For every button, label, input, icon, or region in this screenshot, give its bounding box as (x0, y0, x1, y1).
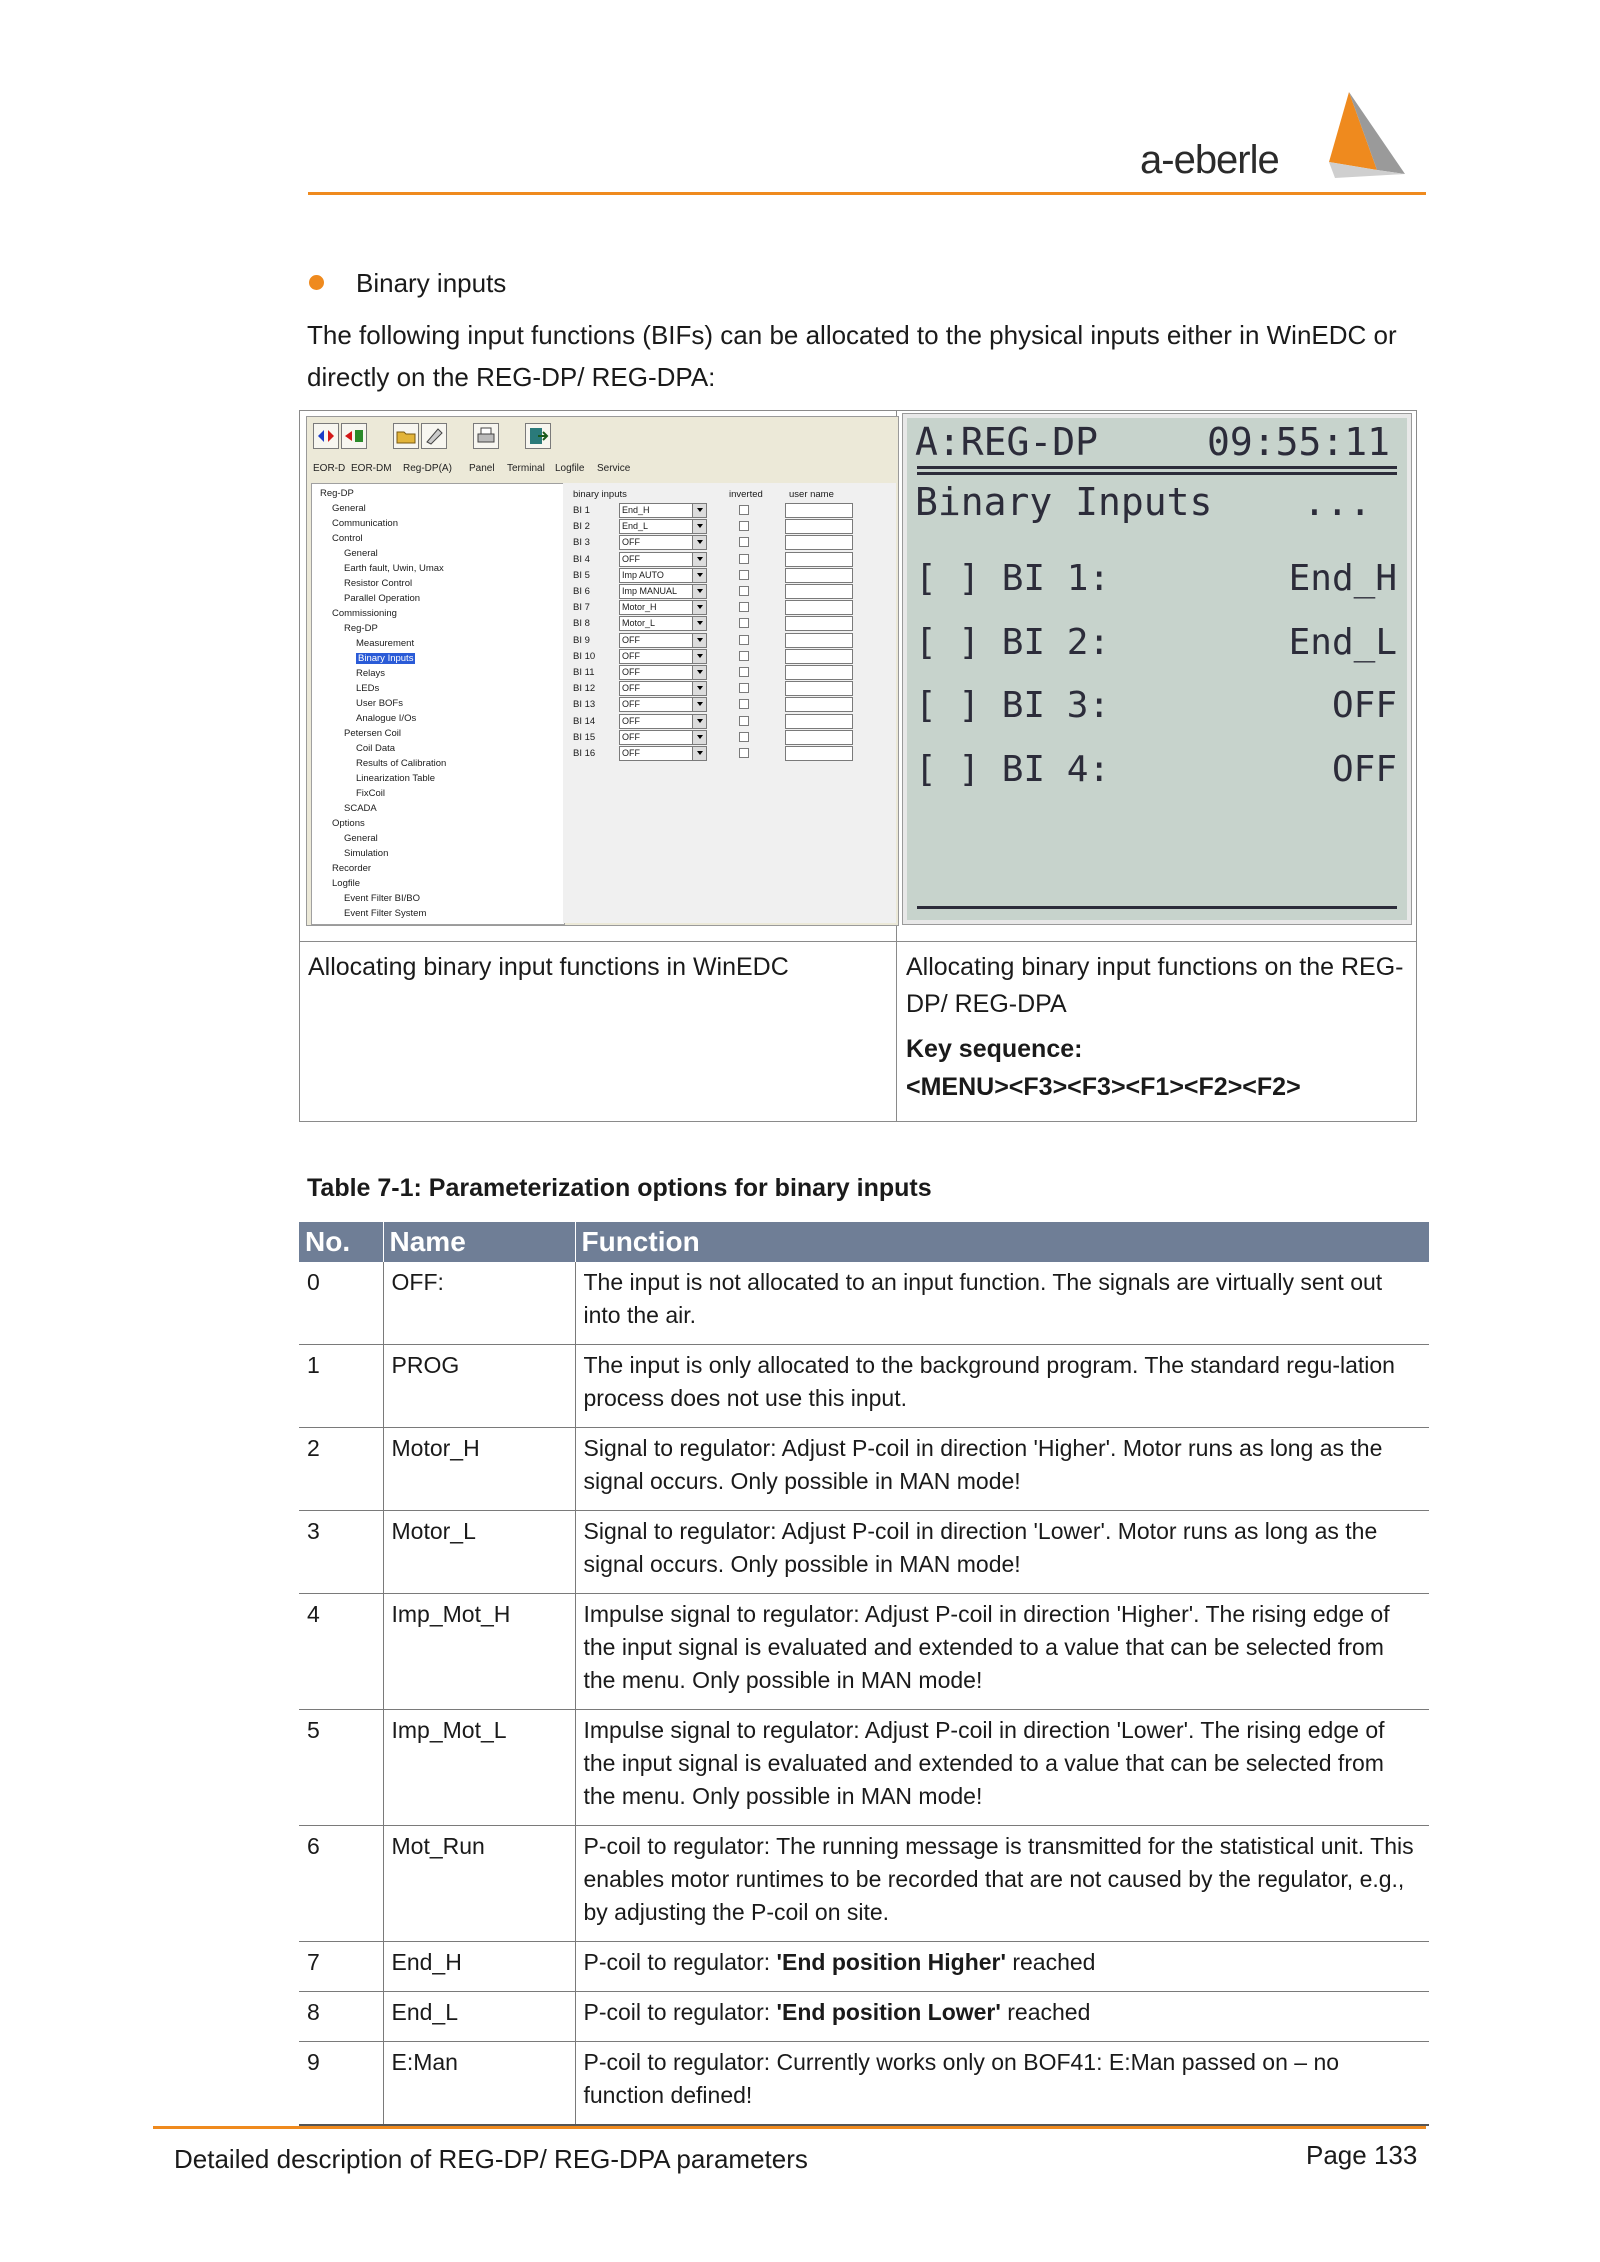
header-inverted: inverted (729, 489, 763, 500)
inverted-checkbox[interactable] (739, 667, 749, 677)
row-number: 3 (299, 1511, 383, 1594)
binary-input-label: BI 13 (573, 699, 596, 711)
binary-input-function-select[interactable] (619, 503, 707, 518)
dropdown-arrow-icon[interactable] (697, 524, 703, 528)
row-function: The input is not allocated to an input function. The signals are virtually sent out into the air. (575, 1262, 1429, 1345)
intro-paragraph: The following input functions (BIFs) can be allocated to the physical inputs either in WinEDC or directly on the REG-DP/ REG-DPA: (307, 320, 1397, 392)
binary-input-function-select[interactable] (619, 746, 707, 761)
binary-input-function-select[interactable] (619, 600, 707, 615)
row-name: PROG (383, 1345, 575, 1428)
table-caption: Table 7-1: Parameterization options for binary inputs (307, 1174, 932, 1202)
user-name-input[interactable] (785, 584, 853, 599)
row-number: 7 (299, 1942, 383, 1992)
user-name-input[interactable] (785, 568, 853, 583)
inverted-checkbox[interactable] (739, 505, 749, 515)
binary-input-label: BI 7 (573, 602, 590, 614)
row-name: OFF: (383, 1262, 575, 1345)
binary-input-label: BI 12 (573, 683, 596, 695)
table-row (299, 1594, 1429, 1710)
page-number: Page 133 (1306, 2140, 1418, 2170)
table-row (299, 1511, 1429, 1594)
dropdown-arrow-icon[interactable] (697, 735, 703, 739)
binary-input-label: BI 6 (573, 586, 590, 597)
lcd-row-value: End_H (1288, 558, 1397, 599)
toolbar-open-folder-icon[interactable] (393, 423, 419, 449)
tab-eor-d[interactable]: EOR-D (313, 463, 346, 474)
row-function: Signal to regulator: Adjust P-coil in direction 'Higher'. Motor runs as long as the signal occurs. Only possible in MAN mode! (575, 1428, 1429, 1511)
tree-node[interactable]: Event Filter BI/BO (344, 893, 421, 904)
table-row (299, 1826, 1429, 1942)
user-name-input[interactable] (785, 665, 853, 680)
tab-logfile[interactable]: Logfile (555, 463, 585, 474)
user-name-input[interactable] (785, 730, 853, 745)
binary-input-label: BI 11 (573, 667, 595, 678)
tree-node[interactable]: Relays (356, 668, 386, 679)
company-logo-icon (1305, 92, 1405, 184)
user-name-input[interactable] (785, 519, 853, 534)
tree-node[interactable]: Options (332, 818, 365, 829)
lcd-more: ... (1303, 480, 1372, 524)
tree-node[interactable]: Measurement (356, 638, 415, 649)
tab-terminal[interactable]: Terminal (507, 463, 545, 474)
user-name-input[interactable] (785, 746, 853, 761)
lcd-row-label: [ ] BI 3: (915, 685, 1111, 726)
binary-input-function-value: OFF (622, 731, 640, 742)
tree-node[interactable]: Binary Inputs (358, 653, 414, 664)
binary-input-label: BI 4 (573, 553, 590, 565)
dropdown-arrow-icon[interactable] (697, 557, 703, 561)
inverted-checkbox[interactable] (739, 570, 749, 580)
binary-input-label: BI 9 (573, 634, 590, 646)
toolbar-print-icon[interactable] (473, 423, 499, 449)
header-user-name: user name (789, 489, 834, 500)
user-name-input[interactable] (785, 697, 853, 712)
function-text: P-coil to regulator: (583, 1949, 777, 1975)
lcd-row-label: [ ] BI 1: (915, 558, 1111, 599)
function-text: reached (1000, 1999, 1091, 2025)
inverted-checkbox[interactable] (739, 683, 749, 693)
binary-input-function-value: OFF (622, 699, 640, 710)
dropdown-arrow-icon[interactable] (697, 508, 703, 512)
tree-node[interactable]: Reg-DP (344, 623, 378, 634)
lcd-title: A:REG-DP (915, 420, 1099, 464)
dropdown-arrow-icon[interactable] (697, 686, 703, 690)
inverted-checkbox[interactable] (739, 635, 749, 645)
function-text: P-coil to regulator: (583, 1999, 777, 2025)
binary-input-function-value: OFF (622, 650, 640, 661)
function-emphasis: 'End position Higher' (776, 1949, 1006, 1975)
tree-node[interactable]: General (344, 548, 378, 559)
user-name-input[interactable] (785, 616, 853, 631)
lcd-time: 09:55:11 (1207, 420, 1391, 464)
parameter-tree (311, 483, 565, 925)
key-sequence-label: Key sequence: (906, 1035, 1083, 1063)
lcd-row-label: [ ] BI 2: (915, 621, 1111, 663)
tab-panel[interactable]: Panel (469, 463, 495, 474)
dropdown-arrow-icon[interactable] (697, 605, 703, 609)
row-number: 5 (299, 1710, 383, 1826)
row-number: 0 (299, 1262, 383, 1345)
row-function: Impulse signal to regulator: Adjust P-coil in direction 'Higher'. The rising edge of the input signal is evaluated and extended to a value that can be selected from the menu. Only possible in MAN mode! (575, 1594, 1429, 1710)
table-row (299, 1992, 1429, 2042)
inverted-checkbox[interactable] (739, 732, 749, 742)
row-function (575, 1942, 1429, 1992)
inverted-checkbox[interactable] (739, 602, 749, 612)
binary-input-function-select[interactable] (619, 714, 707, 729)
lcd-row-value: OFF (1331, 685, 1397, 726)
binary-input-function-select[interactable] (619, 584, 707, 599)
binary-input-label: BI 16 (573, 748, 596, 759)
binary-input-function-value: Motor_L (622, 618, 656, 629)
inverted-checkbox[interactable] (739, 748, 749, 758)
toolbar-arrows-icon[interactable] (313, 423, 339, 449)
row-function: P-coil to regulator: Currently works only on BOF41: E:Man passed on – no function defined! (575, 2042, 1429, 2126)
inverted-checkbox[interactable] (739, 716, 749, 726)
tree-node[interactable]: Earth fault, Uwin, Umax (344, 563, 444, 574)
function-emphasis: 'End position Lower' (776, 1999, 1001, 2025)
row-number: 4 (299, 1594, 383, 1710)
device-lcd-display (903, 414, 1411, 924)
winedc-screenshot (306, 416, 899, 926)
user-name-input[interactable] (785, 600, 853, 615)
inverted-checkbox[interactable] (739, 537, 749, 547)
key-sequence: <MENU><F3><F3><F1><F2><F2> (906, 1073, 1301, 1101)
tree-node[interactable]: Reg-DP (320, 488, 354, 499)
function-text: reached (1005, 1949, 1096, 1975)
table-row (299, 1428, 1429, 1511)
caption-winedc: Allocating binary input functions in WinEDC (308, 953, 789, 981)
winedc-tabs (307, 457, 898, 483)
binary-input-function-value: Imp MANUAL (622, 586, 678, 596)
row-number: 9 (299, 2042, 383, 2126)
binary-input-function-select[interactable] (619, 552, 707, 567)
tree-node[interactable]: LEDs (356, 683, 380, 694)
user-name-input[interactable] (785, 714, 853, 729)
tree-node[interactable]: Coil Data (356, 743, 396, 754)
binary-input-function-value: OFF (622, 667, 640, 677)
dropdown-arrow-icon[interactable] (697, 540, 703, 544)
dropdown-arrow-icon[interactable] (697, 589, 703, 593)
row-function: Impulse signal to regulator: Adjust P-coil in direction 'Lower'. The rising edge of the input signal is evaluated and extended to a value that can be selected from the menu. Only possible in MAN mode! (575, 1710, 1429, 1826)
winedc-toolbar (307, 417, 898, 457)
tree-node[interactable]: Control (332, 533, 363, 544)
tree-node[interactable]: Analogue I/Os (356, 713, 417, 724)
user-name-input[interactable] (785, 633, 853, 648)
row-name: Imp_Mot_L (383, 1710, 575, 1826)
row-function (575, 1992, 1429, 2042)
binary-input-label: BI 5 (573, 569, 590, 581)
row-name: E:Man (383, 2042, 575, 2126)
binary-input-function-value: OFF (622, 683, 640, 694)
tree-node[interactable]: Commissioning (332, 608, 397, 619)
binary-input-function-value: End_H (622, 505, 650, 515)
user-name-input[interactable] (785, 535, 853, 550)
binary-input-label: BI 10 (573, 650, 596, 662)
dropdown-arrow-icon[interactable] (697, 621, 703, 625)
binary-input-function-value: End_L (622, 521, 649, 532)
row-function: Signal to regulator: Adjust P-coil in direction 'Lower'. Motor runs as long as the signal occurs. Only possible in MAN mode! (575, 1511, 1429, 1594)
binary-input-function-value: OFF (622, 748, 640, 758)
company-logo-text: a-eberle (1140, 138, 1279, 182)
header-rule (308, 192, 1426, 195)
tree-node[interactable]: Results of Calibration (356, 758, 447, 769)
table-row (299, 1710, 1429, 1826)
binary-input-function-value: OFF (622, 715, 640, 726)
dropdown-arrow-icon[interactable] (697, 573, 703, 577)
binary-input-function-value: Imp AUTO (622, 569, 664, 580)
binary-input-function-select[interactable] (619, 568, 707, 583)
row-number: 8 (299, 1992, 383, 2042)
inverted-checkbox[interactable] (739, 554, 749, 564)
table-row (299, 2042, 1429, 2126)
lcd-row-value: End_L (1288, 621, 1397, 663)
row-function: P-coil to regulator: The running message is transmitted for the statistical unit. This enables motor runtimes to be recorded that are not caused by the regulator, e.g., by adjusting the P-coil on site. (575, 1826, 1429, 1942)
user-name-input[interactable] (785, 503, 853, 518)
binary-input-function-select[interactable] (619, 535, 707, 550)
inverted-checkbox[interactable] (739, 618, 749, 628)
tree-node[interactable]: Resistor Control (344, 578, 413, 589)
dropdown-arrow-icon[interactable] (697, 654, 703, 658)
dropdown-arrow-icon[interactable] (697, 670, 703, 674)
binary-input-function-select[interactable] (619, 616, 707, 631)
tree-node[interactable]: Parallel Operation (344, 593, 421, 604)
toolbar-edit-icon[interactable] (421, 423, 447, 449)
footer-section-title: Detailed description of REG-DP/ REG-DPA parameters (174, 2144, 808, 2174)
footer-rule (153, 2126, 1426, 2129)
tab-service[interactable]: Service (597, 463, 631, 474)
dropdown-arrow-icon[interactable] (697, 702, 703, 706)
row-name: Mot_Run (383, 1826, 575, 1942)
bullet-dot-icon (309, 275, 324, 290)
row-name: End_H (383, 1942, 575, 1992)
row-function: The input is only allocated to the background program. The standard regu-lation process does not use this input. (575, 1345, 1429, 1428)
dropdown-arrow-icon[interactable] (697, 751, 703, 755)
user-name-input[interactable] (785, 552, 853, 567)
dropdown-arrow-icon[interactable] (697, 638, 703, 642)
row-name: Imp_Mot_H (383, 1594, 575, 1710)
lcd-row-label: [ ] BI 4: (915, 748, 1111, 790)
parameter-table (299, 1222, 1429, 2126)
binary-input-function-select[interactable] (619, 649, 707, 664)
header-no: No. (299, 1222, 383, 1262)
table-row (299, 1942, 1429, 1992)
toolbar-transfer-icon[interactable] (341, 423, 367, 449)
binary-input-label: BI 14 (573, 715, 596, 727)
tree-node[interactable]: General (344, 833, 378, 844)
bullet-heading: Binary inputs (356, 268, 507, 298)
tree-node[interactable]: FixCoil (356, 788, 386, 799)
inverted-checkbox[interactable] (739, 651, 749, 661)
binary-input-label: BI 2 (573, 521, 590, 533)
binary-input-label: BI 15 (573, 731, 596, 743)
tree-node[interactable]: Communication (332, 518, 398, 529)
binary-input-label: BI 8 (573, 618, 590, 630)
tree-node[interactable]: Recorder (332, 863, 372, 874)
inverted-checkbox[interactable] (739, 521, 749, 531)
tree-node[interactable]: Petersen Coil (344, 728, 402, 739)
header-function: Function (575, 1222, 1429, 1262)
binary-input-function-select[interactable] (619, 730, 707, 745)
header-binary-inputs: binary inputs (573, 489, 627, 500)
toolbar-exit-icon[interactable] (525, 423, 551, 449)
binary-input-function-value: OFF (622, 553, 640, 564)
tree-node[interactable]: Linearization Table (356, 773, 436, 784)
caption-device: Allocating binary input functions on the REG-DP/ REG-DPA (906, 953, 1404, 1018)
row-number: 2 (299, 1428, 383, 1511)
row-number: 1 (299, 1345, 383, 1428)
header-name: Name (383, 1222, 575, 1262)
tree-node[interactable]: Event Filter System (344, 908, 427, 919)
binary-input-label: BI 3 (573, 537, 590, 549)
binary-inputs-form (563, 483, 896, 923)
row-name: Motor_H (383, 1428, 575, 1511)
table-row (299, 1345, 1429, 1428)
tree-node[interactable]: Simulation (344, 848, 389, 859)
binary-input-function-select[interactable] (619, 519, 707, 534)
row-name: Motor_L (383, 1511, 575, 1594)
lcd-subtitle: Binary Inputs (915, 480, 1213, 524)
binary-input-function-value: Motor_H (622, 602, 657, 613)
tab-eor-dm[interactable]: EOR-DM (351, 463, 392, 474)
user-name-input[interactable] (785, 681, 853, 696)
tree-node[interactable]: SCADA (344, 803, 377, 814)
binary-input-function-select[interactable] (619, 633, 707, 648)
row-name: End_L (383, 1992, 575, 2042)
binary-input-function-value: OFF (622, 634, 640, 645)
inverted-checkbox[interactable] (739, 586, 749, 596)
binary-input-function-value: OFF (622, 537, 640, 548)
tree-node[interactable]: Logfile (332, 878, 360, 889)
dropdown-arrow-icon[interactable] (697, 719, 703, 723)
tree-node[interactable]: General (332, 503, 366, 514)
tree-node[interactable]: User BOFs (356, 698, 403, 709)
table-row (299, 1262, 1429, 1345)
lcd-row-value: OFF (1331, 748, 1397, 790)
binary-input-function-select[interactable] (619, 681, 707, 696)
binary-input-function-select[interactable] (619, 665, 707, 680)
binary-input-label: BI 1 (573, 505, 590, 516)
user-name-input[interactable] (785, 649, 853, 664)
binary-input-function-select[interactable] (619, 697, 707, 712)
inverted-checkbox[interactable] (739, 699, 749, 709)
tab-reg-dp[interactable]: Reg-DP(A) (403, 463, 452, 474)
row-number: 6 (299, 1826, 383, 1942)
